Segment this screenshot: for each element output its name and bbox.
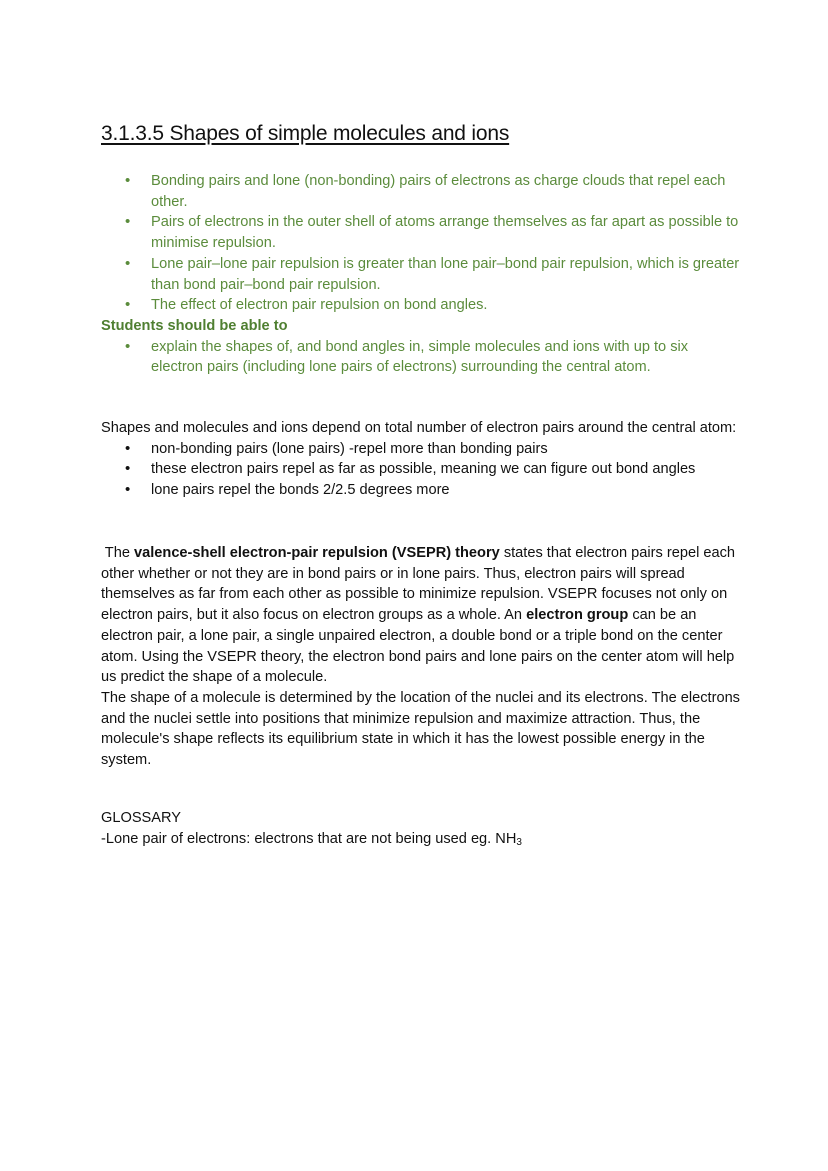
glossary-section — [101, 808, 741, 849]
shape-paragraph: The shape of a molecule is determined by the location of the nuclei and its electrons. The electrons and the nuclei settle into positions that minimize repulsion and maximize attraction. Thus, the molecule's shape reflects its equilibrium state in which it has the lowest possible energy in the system. — [101, 689, 740, 769]
notes-bullet-list — [101, 439, 741, 501]
vsepr-text-2: can be an electron pair, a lone pair, a single unpaired electron, a double bond or a triple bond on the center atom. Using the VSEPR theory, the electron bond pairs and lone pairs on the center atom will help us predict the shape of a molecule. — [101, 607, 735, 686]
vsepr-text-1: states that electron pairs repel each other whether or not they are in bond pairs or in lone pairs. Thus, electron pairs will spread themselves as far from each other as possible to minimize repulsion. VSEPR focuses not only on electron pairs, but it also focus on electron groups as a whole. An — [101, 545, 736, 624]
spec-bullet-item: • Bonding pairs and lone (non-bonding) pairs of electrons as charge clouds that repel each other. — [101, 171, 741, 212]
notes-section — [101, 418, 741, 501]
electron-group-term: electron group — [526, 607, 629, 624]
spec-bullet-item: • The effect of electron pair repulsion on bond angles. — [101, 295, 741, 316]
notes-intro: Shapes and molecules and ions depend on total number of electron pairs around the central atom: — [101, 420, 737, 436]
glossary-heading: GLOSSARY — [101, 810, 182, 826]
notes-bullet-item: • these electron pairs repel as far as possible, meaning we can figure out bond angles — [101, 459, 741, 480]
vsepr-paragraph — [101, 543, 741, 688]
students-heading: Students should be able to — [101, 317, 288, 334]
spec-bullets-section — [101, 171, 741, 378]
spec-bullet-list — [101, 171, 741, 316]
spec-bullet-item: • Pairs of electrons in the outer shell of atoms arrange themselves as far apart as possible to minimise repulsion. — [101, 212, 741, 253]
vsepr-term: valence-shell electron-pair repulsion (VSEPR) theory — [134, 545, 500, 561]
glossary-entry-text: -Lone pair of electrons: electrons that are not being used eg. NH — [101, 830, 517, 847]
page-title: 3.1.3.5 Shapes of simple molecules and ions — [101, 122, 510, 145]
notes-bullet-item: • non-bonding pairs (lone pairs) -repel more than bonding pairs — [101, 439, 741, 460]
glossary-subscript: 3 — [516, 836, 522, 848]
students-bullet-list — [101, 337, 741, 378]
students-bullet-item: • explain the shapes of, and bond angles in, simple molecules and ions with up to six electron pairs (including lone pairs of electrons) surrounding the central atom. — [101, 337, 741, 378]
spec-bullet-item: • Lone pair–lone pair repulsion is greater than lone pair–bond pair repulsion, which is greater than bond pair–bond pair repulsion. — [101, 254, 741, 295]
notes-bullet-item: • lone pairs repel the bonds 2/2.5 degrees more — [101, 480, 741, 501]
vsepr-lead: The — [101, 545, 134, 561]
glossary-entry — [101, 829, 741, 850]
vsepr-section — [101, 543, 741, 771]
